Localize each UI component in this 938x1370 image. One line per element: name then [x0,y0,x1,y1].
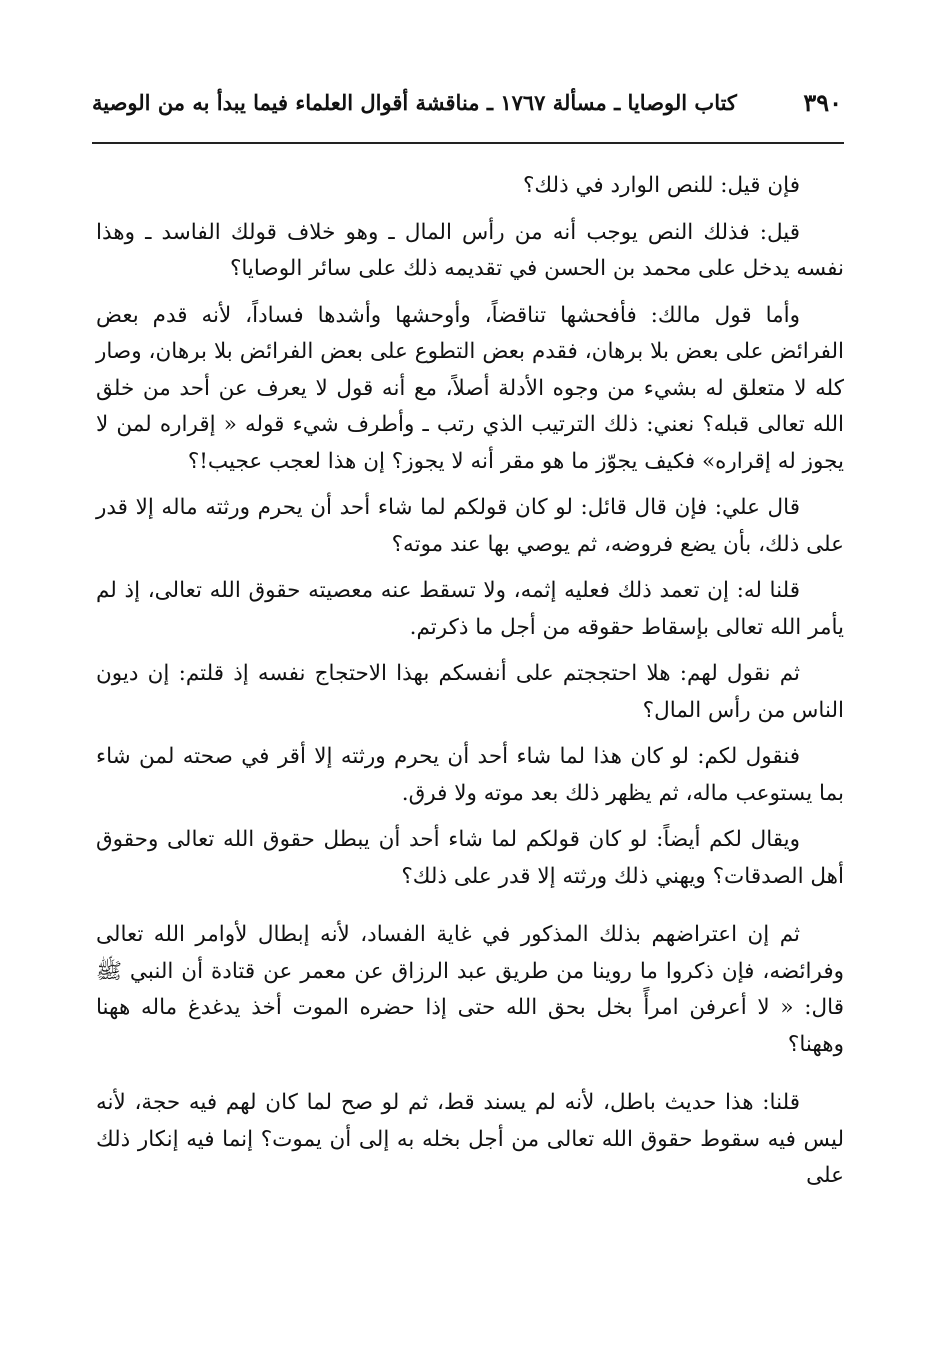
header-divider [92,142,844,144]
paragraph-5: قلنا له: إن تعمد ذلك فعليه إثمه، ولا تسقط عنه معصيته حقوق الله تعالى، إذ لم يأمر الله تعالى بإسقاط حقوقه من أجل ما ذكرتم. [96,578,844,640]
paragraph-4: قال علي: فإن قال قائل: لو كان قولكم لما شاء أحد أن يحرم ورثته ماله إلا قدر على ذلك، بأن يضع فروضه، ثم يوصي بها عند موته؟ [96,495,844,557]
body-text [96,168,844,1205]
paragraph-1: فإن قيل: للنص الوارد في ذلك؟ [523,173,800,198]
paragraph-8: ويقال لكم أيضاً: لو كان قولكم لما شاء أحد أن يبطل حقوق الله تعالى وحقوق أهل الصدقات؟ ويهني ذلك ورثته إلا قدر على ذلك؟ [96,827,844,889]
paragraph-10: قلنا: هذا حديث باطل، لأنه لم يسند قط، ثم لو صح لما كان لهم فيه حجة، لأنه ليس فيه سقوط حقوق الله تعالى من أجل بخله به إلى أن يموت؟ إنما فيه إنكار ذلك على [96,1090,844,1188]
paragraph-6: ثم نقول لهم: هلا احتججتم على أنفسكم بهذا الاحتجاج نفسه إذ قلتم: إن ديون الناس من رأس المال؟ [96,661,844,723]
paragraph-2: قيل: فذلك النص يوجب أنه من رأس المال ـ وهو خلاف قولك الفاسد ـ وهذا نفسه يدخل على محمد بن الحسن في تقديمه ذلك على سائر الوصايا؟ [96,219,844,281]
paragraph-7: فنقول لكم: لو كان هذا لما شاء أحد أن يحرم ورثته إلا أقر في صحته لمن شاء بما يستوعب ماله، ثم يظهر ذلك بعد موته ولا فرق. [96,744,844,806]
paragraph-9: ثم إن اعتراضهم بذلك المذكور في غاية الفساد، لأنه إبطال لأوامر الله تعالى وفرائضه، فإن ذكروا ما روينا من طريق عبد الرزاق عن معمر عن قتادة أن النبي ﷺ قال: « لا أعرفن امرأً بخل بحق الله حتى إذا حضره الموت أخذ يدغدغ ماله ههنا وههنا؟ [96,922,844,1057]
running-title: كتاب الوصايا ـ مسألة ١٧٦٧ ـ مناقشة أقوال العلماء فيما يبدأ به من الوصية [92,90,737,115]
page-number: ٣٩٠ [803,88,842,117]
paragraph-3: وأما قول مالك: فأفحشها تناقضاً، وأوحشها وأشدها فساداً، لأنه قدم بعض الفرائض على بعض بلا برهان، فقدم بعض التطوع على بعض الفرائض بلا برهان، وصار كله لا متعلق له بشيء من وجوه الأدلة أصلاً، مع أنه قول لا يعرف عن أحد من خلق الله تعالى قبله؟ نعني: ذلك الترتيب الذي رتب ـ وأطرف شيء قوله « إقراره لمن لا يجوز له إقراره» فكيف يجوّز ما هو مقر أنه لا يجوز؟ إن هذا لعجب عجيب!؟ [96,302,844,474]
page-header [92,84,842,124]
